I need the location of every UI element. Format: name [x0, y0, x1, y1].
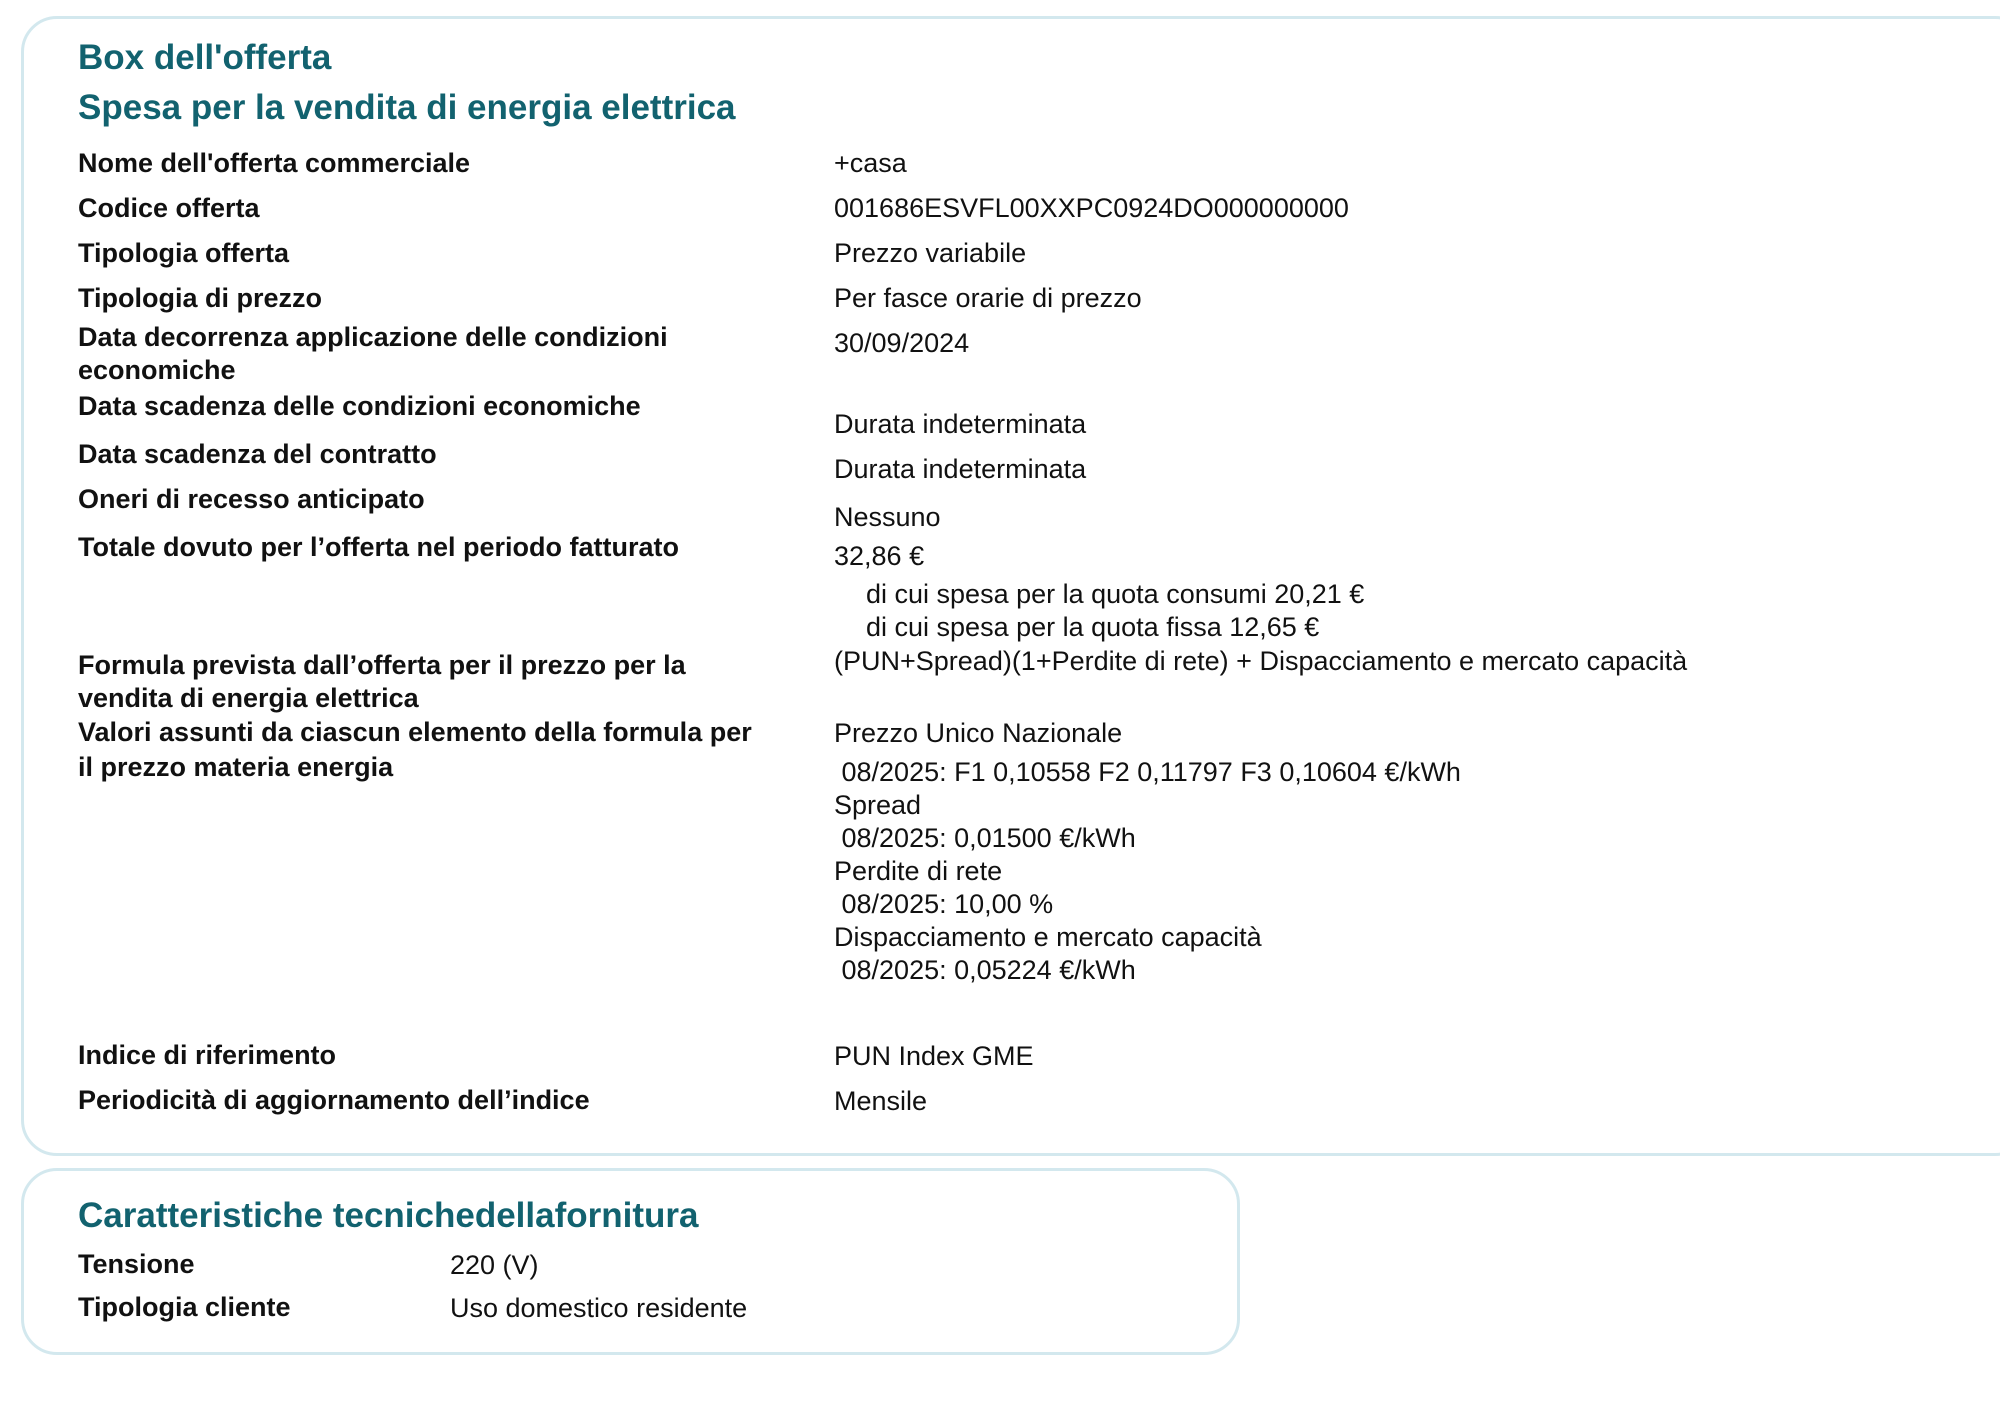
value-start-date: 30/09/2024	[834, 328, 970, 358]
label-offer-type: Tipologia offerta	[78, 238, 290, 268]
value-pun-detail: 08/2025: F1 0,10558 F2 0,11797 F3 0,10604 €/kWh	[834, 757, 1461, 787]
value-dispatch-detail: 08/2025: 0,05224 €/kWh	[834, 955, 1136, 985]
value-pun-heading: Prezzo Unico Nazionale	[834, 718, 1123, 748]
value-conditions-expiry: Durata indeterminata	[834, 409, 1087, 439]
label-price-type: Tipologia di prezzo	[78, 283, 323, 313]
label-conditions-expiry: Data scadenza delle condizioni economiche	[78, 391, 641, 421]
value-fixed-share: di cui spesa per la quota fissa 12,65 €	[866, 612, 1320, 642]
label-contract-expiry: Data scadenza del contratto	[78, 439, 437, 469]
label-price-formula-line2: vendita di energia elettrica	[78, 683, 419, 713]
offer-box-title: Box dell'offerta	[78, 38, 332, 77]
value-consumption-share: di cui spesa per la quota consumi 20,21 €	[866, 579, 1365, 609]
label-offer-code: Codice offerta	[78, 193, 260, 223]
value-losses-heading: Perdite di rete	[834, 856, 1003, 886]
label-price-formula: Formula prevista dall’offerta per il prezzo per la	[78, 650, 686, 680]
offer-box-subtitle: Spesa per la vendita di energia elettrica	[78, 88, 736, 127]
value-early-withdrawal: Nessuno	[834, 502, 941, 532]
value-offer-code: 001686ESVFL00XXPC0924DO000000000	[834, 193, 1349, 223]
value-losses-detail: 08/2025: 10,00 %	[834, 889, 1054, 919]
value-offer-type: Prezzo variabile	[834, 238, 1027, 268]
label-start-date-line2: economiche	[78, 355, 236, 385]
label-formula-values-line2: il prezzo materia energia	[78, 752, 394, 782]
value-spread-detail: 08/2025: 0,01500 €/kWh	[834, 823, 1136, 853]
value-dispatch-heading: Dispacciamento e mercato capacità	[834, 922, 1262, 952]
value-voltage: 220 (V)	[450, 1250, 539, 1280]
label-reference-index: Indice di riferimento	[78, 1040, 337, 1070]
label-voltage: Tensione	[78, 1249, 195, 1279]
value-contract-expiry: Durata indeterminata	[834, 454, 1087, 484]
label-index-update-frequency: Periodicità di aggiornamento dell’indice	[78, 1085, 590, 1115]
value-price-type: Per fasce orarie di prezzo	[834, 283, 1142, 313]
value-index-update-frequency: Mensile	[834, 1086, 928, 1116]
value-price-formula: (PUN+Spread)(1+Perdite di rete) + Dispacciamento e mercato capacità	[834, 646, 1688, 676]
label-formula-values: Valori assunti da ciascun elemento della formula per	[78, 717, 752, 747]
value-reference-index: PUN Index GME	[834, 1041, 1034, 1071]
tech-box-title: Caratteristiche tecnichedellafornitura	[78, 1196, 699, 1235]
value-total-due: 32,86 €	[834, 541, 925, 571]
label-customer-type: Tipologia cliente	[78, 1292, 291, 1322]
label-start-date: Data decorrenza applicazione delle condizioni	[78, 322, 668, 352]
value-spread-heading: Spread	[834, 790, 922, 820]
value-offer-name: +casa	[834, 148, 907, 178]
label-offer-name: Nome dell'offerta commerciale	[78, 148, 471, 178]
value-customer-type: Uso domestico residente	[450, 1293, 748, 1323]
label-total-due: Totale dovuto per l’offerta nel periodo fatturato	[78, 532, 680, 562]
label-early-withdrawal: Oneri di recesso anticipato	[78, 484, 425, 514]
